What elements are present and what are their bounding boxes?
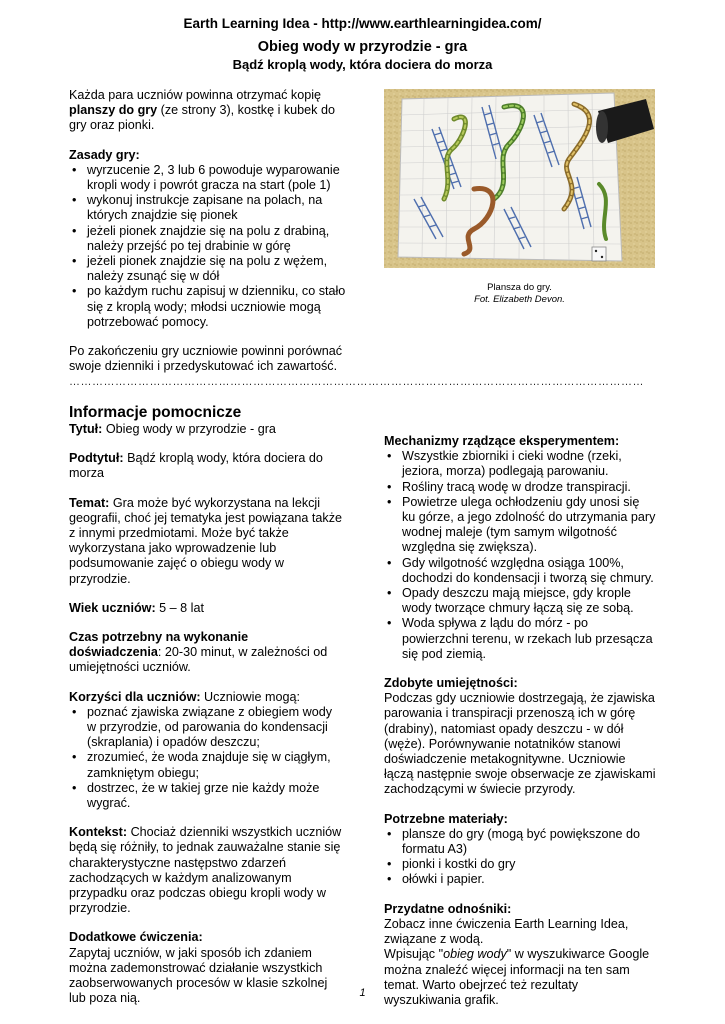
field-dodatkowe-text: Zapytaj uczniów, w jaki sposób ich zdaniem można zademonstrować działanie wszystkich zaobserwowanych procesów w klasie szkolnej lub poza nią. — [69, 945, 328, 1006]
value: Obieg wody w przyrodzie - gra — [102, 422, 276, 436]
list-item: • Woda spływa z lądu do mórz - po powierzchni terenu, w rzekach lub przesącza się pod ziemią. — [384, 616, 656, 662]
list-item: • pionki i kostki do gry — [384, 857, 656, 872]
label: Tytuł: — [69, 422, 103, 436]
field-kontekst — [69, 825, 343, 916]
mech-list — [384, 449, 656, 662]
separator: …………………………………………………………………………………………………………………………………… — [69, 376, 644, 388]
value: : 20-30 minut, w zależności od umiejętności uczniów. — [69, 645, 328, 675]
left-column — [69, 404, 343, 1007]
label: Korzyści dla uczniów: — [69, 689, 201, 704]
list-item: • Opady deszczu mają miejsce, gdy krople wody tworzące chmury łączą się ze sobą. — [384, 586, 656, 616]
site-header: Earth Learning Idea - http://www.earthlearningidea.com/ — [183, 16, 542, 31]
text: " w wyszukiwarce Google można znaleźć więcej informacji na ten sam temat. Warto obejrzeć też rezultaty wyszukiwania grafik. — [384, 947, 650, 1007]
field-dodatkowe-label: Dodatkowe ćwiczenia: — [69, 930, 203, 945]
umiej-heading: Zdobyte umiejętności: — [384, 676, 518, 691]
caption-line: Plansza do gry. — [487, 282, 552, 293]
game-board-photo — [384, 89, 655, 268]
rule-item: • wyrzucenie 2, 3 lub 6 powoduje wyparowanie kropli wody i powrót gracza na start (pole 1) — [69, 163, 349, 193]
label: Wiek uczniów: — [69, 600, 156, 615]
rule-item: • jeżeli pionek znajdzie się na polu z wężem, należy zsunąć się w dół — [69, 254, 349, 284]
page-subtitle: Bądź kroplą wody, która dociera do morza — [232, 57, 493, 72]
field-temat — [69, 496, 343, 587]
mech-heading: Mechanizmy rządzące eksperymentem: — [384, 434, 620, 448]
list-item: • poznać zjawiska związane z obiegiem wody w przyrodzie, od parowania do kondensacji (skraplania) i opadów deszczu; — [69, 705, 343, 751]
game-board-illustration — [384, 89, 655, 268]
value: 5 – 8 lat — [155, 600, 204, 615]
rules-title: Zasady gry: — [69, 147, 140, 162]
materials-heading: Potrzebne materiały: — [384, 811, 508, 826]
intro-text-end: (ze strony 3), kostkę i kubek do gry oraz pionki. — [69, 103, 335, 133]
list-item: • zrozumieć, że woda znajduje się w ciągłym, zamkniętym obiegu; — [69, 750, 343, 780]
label: Czas potrzebny na wykonanie doświadczenia — [69, 630, 249, 660]
list-item: • Powietrze ulega ochłodzeniu gdy unosi się ku górze, a jego zdolność do utrzymania pary wodnej maleje (tym samym wilgotność względna się zwiększa). — [384, 495, 656, 556]
label: Kontekst: — [69, 825, 128, 840]
list-item: • dostrzec, że w takiej grze nie każdy może wygrać. — [69, 781, 343, 811]
page-number: 1 — [359, 987, 366, 999]
links-heading: Przydatne odnośniki: — [384, 901, 512, 916]
intro-text: Każda para uczniów powinna otrzymać kopię — [69, 88, 322, 102]
field-tytul — [69, 422, 343, 437]
korzysci-list — [69, 705, 343, 811]
intro-section — [69, 88, 349, 374]
list-item: • Wszystkie zbiorniki i cieki wodne (rzeki, jeziora, morza) podlegają parowaniu. — [384, 449, 656, 479]
rules-list — [69, 163, 349, 330]
right-column — [384, 434, 656, 1008]
list-item: • ołówki i papier. — [384, 872, 656, 887]
field-korzysci — [69, 690, 343, 705]
value: Uczniowie mogą: — [200, 689, 300, 704]
materials-list — [384, 827, 656, 888]
value: Gra może być wykorzystana na lekcji geografii, choć jej tematyka jest powiązana także z innymi przedmiotami. Może być także wykorzystana jako wprowadzenie lub podsumowanie zajęć o obiegu wody w przyrodzie. — [69, 495, 343, 586]
links-text-1: Zobacz inne ćwiczenia Earth Learning Idea, związane z wodą. — [384, 916, 629, 947]
caption-credit: Fot. Elizabeth Devon. — [474, 294, 565, 305]
umiej-text: Podczas gdy uczniowie dostrzegają, że zjawiska parowania i transpiracji przenoszą ich w górę (drabiny), natomiast opady deszczu - w dół (węże). Porównywanie notatników stanowi doświadczenie metakognitywne. Uczniowie łączą następnie swoje obserwacje ze zjawiskami zachodzącymi w świecie przyrody. — [384, 691, 656, 797]
label: Temat: — [69, 495, 110, 510]
field-wiek — [69, 601, 343, 616]
intro-bold: planszy do gry — [69, 103, 158, 118]
closing-paragraph: Po zakończeniu gry uczniowie powinni porównać swoje dzienniki i przedyskutować ich zawartość. — [69, 344, 343, 374]
section-heading: Informacje pomocnicze — [69, 404, 242, 421]
photo-caption — [384, 282, 655, 306]
field-czas — [69, 630, 343, 676]
italic-term: obieg wody — [443, 947, 507, 962]
field-podtytul — [69, 451, 343, 481]
page-title: Obieg wody w przyrodzie - gra — [257, 39, 468, 55]
list-item: • plansze do gry (mogą być powiększone do formatu A3) — [384, 827, 656, 857]
value: Chociaż dzienniki wszystkich uczniów będą się różniły, to jednak zauważalne stanie się charakterystyczne następstwo zdarzeń zachodzących w każdym analizowanym przypadku oraz podczas obiegu kropli wody w przyrodzie. — [69, 825, 342, 916]
intro-paragraph — [69, 88, 349, 134]
value: Bądź kroplą wody, która dociera do morza — [69, 451, 323, 481]
rule-item: • po każdym ruchu zapisuj w dzienniku, co stało się z kroplą wody; młodsi uczniowie mogą potrzebować pomocy. — [69, 284, 349, 330]
list-item: • Gdy wilgotność względna osiąga 100%, dochodzi do kondensacji i tworzą się chmury. — [384, 556, 656, 586]
label: Podtytuł: — [69, 451, 124, 466]
rule-item: • jeżeli pionek znajdzie się na polu z drabiną, należy przejść po tej drabinie w górę — [69, 224, 349, 254]
rule-item: • wykonuj instrukcje zapisane na polach, na których znajdzie się pionek — [69, 193, 349, 223]
text: Wpisując " — [384, 947, 444, 962]
list-item: • Rośliny tracą wodę w drodze transpiracji. — [384, 480, 656, 495]
